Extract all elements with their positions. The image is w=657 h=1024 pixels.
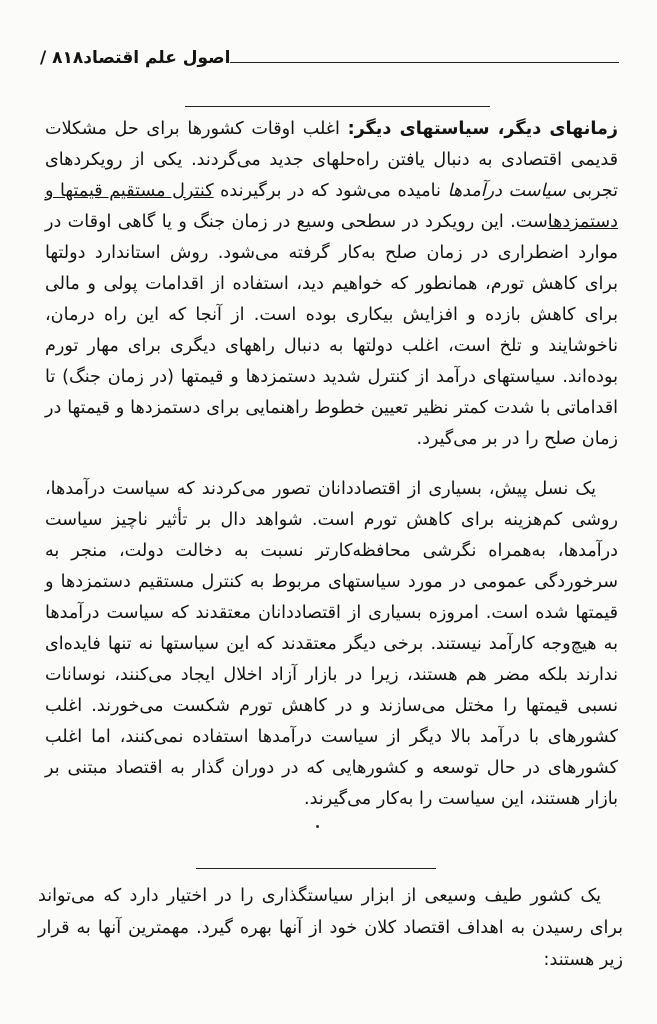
running-header	[40, 42, 627, 68]
underlined-phrase: کنترل مستقیم قیمتها و دستمزدها	[45, 181, 618, 232]
paragraph-text: یک نسل پیش، بسیاری از اقتصاددانان تصور می‌کردند که سیاست درآمدها، روشی کم‌هزینه برای کاهش تورم است. شواهد دال بر تأثیر ناچیز سیاست درآمدها، به‌همراه نگرشی محافظه‌کارتر نسبت به دخالت دولت، منجر به سرخوردگی عمومی در مورد سیاستهای مربوط به کنترل مستقیم دستمزدها و قیمتها شده است. امروزه بسیاری از اقتصاددانان معتقدند که سیاست درآمدها به هیچ‌وجه کارآمد نیستند. برخی دیگر معتقدند که این سیاستها نه تنها فایده‌ای ندارند بلکه مضر هم هستند، زیرا در بازار آزاد اخلال ایجاد می‌کنند، نوسانات نسبی قیمتها را مختل می‌سازند و در کاهش تورم شکست می‌خورند. اغلب کشورهای با درآمد بالا دیگر از سیاست درآمدها استفاده نمی‌کنند، اما اغلب کشورهای در حال توسعه و کشورهایی که در دوران گذار به اقتصاد مبتنی بر بازار هستند، این سیاست را به‌کار می‌گیرند.	[45, 479, 618, 809]
section-lead: زمانهای دیگر، سیاستهای دیگر:	[347, 119, 618, 139]
box-bottom-separator	[196, 868, 436, 869]
book-title: اصول علم اقتصاد	[83, 48, 231, 68]
boxed-paragraph-2	[45, 474, 618, 815]
boxed-paragraph-1	[45, 114, 618, 455]
box-top-separator	[185, 106, 490, 107]
page-number: ۸۱۸ /	[40, 48, 84, 68]
paragraph-text: اغلب اوقات کشورها برای حل مشکلات قدیمی اقتصادی به دنبال یافتن راه‌حلهای جدید می‌گردند. یکی از رویکردهای تجربی	[45, 119, 618, 201]
body-paragraph	[38, 880, 623, 976]
key-term: سیاست درآمدها	[447, 181, 566, 201]
paragraph-text: ست. این رویکرد در سطحی وسیع در زمان جنگ و یا گاهی اوقات در موارد اضطراری در زمان صلح به‌کار گرفته می‌شود. روش استاندارد دولتها برای کاهش تورم، همانطور که خواهیم دید، استفاده از اقدامات پولی و مالی برای کاهش بازده و افزایش بیکاری بوده است. از آنجا که این راه درمان، ناخوشایند و تلخ است، اغلب دولتها به دنبال راههای دیگری برای مهار تورم بوده‌اند. سیاستهای درآمد از کنترل شدید دستمزدها و قیمتها (در زمان جنگ) تا اقداماتی با شدت کمتر نظیر تعیین خطوط راهنمایی برای دستمزدها و قیمتها در زمان صلح را در بر می‌گیرد.	[45, 212, 618, 449]
paragraph-text: یک کشور طیف وسیعی از ابزار سیاستگذاری را در اختیار دارد که می‌تواند برای رسیدن به اهداف اقتصاد کلان خود از آنها بهره گیرد. مهمترین آنها به قرار زیر هستند:	[38, 886, 623, 970]
header-rule	[230, 62, 619, 63]
paragraph-text: نامیده می‌شود که در برگیرنده	[213, 181, 448, 201]
scan-speck	[316, 825, 319, 828]
